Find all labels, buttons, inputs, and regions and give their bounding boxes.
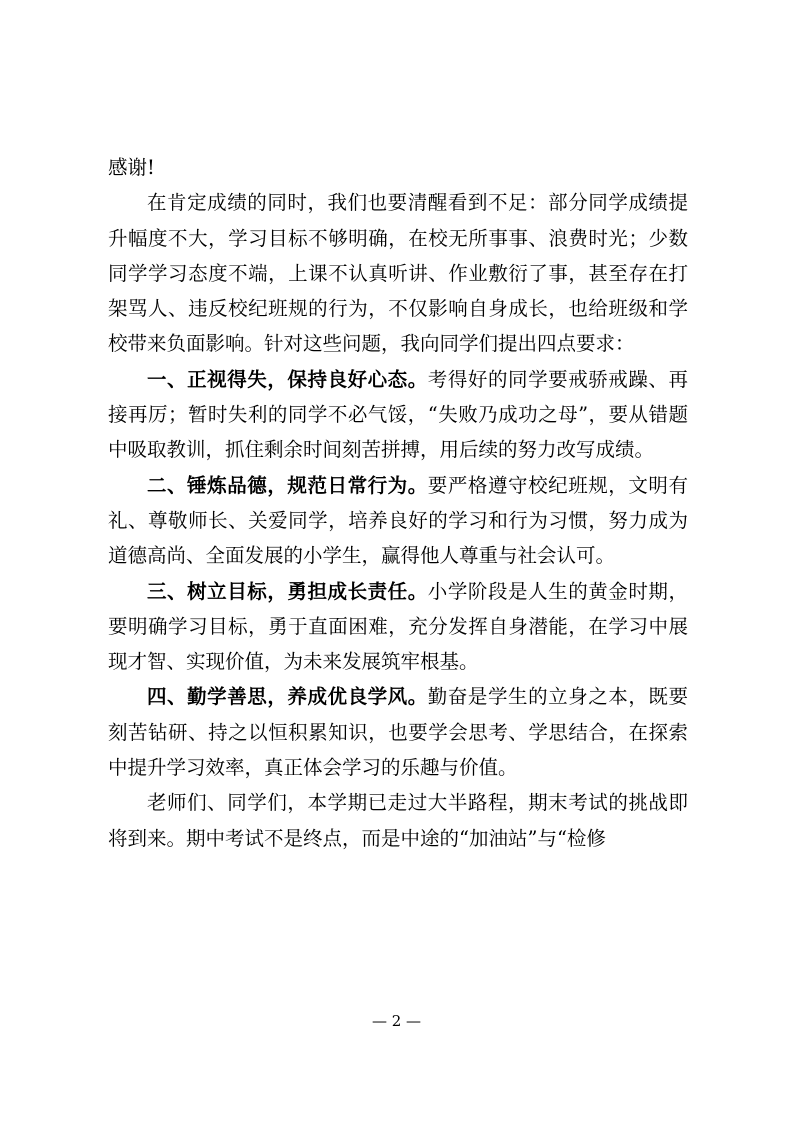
requirement-text-4: 勤奋是学生的立身之本，既要刻苦钻研、持之以恒积累知识，也要学会思考、学思结合，在探索中提升学习效率，真正体会学习的乐趣与价值。 (108, 685, 688, 780)
page-number: — 2 — (371, 1012, 422, 1030)
requirement-heading-3: 三、树立目标，勇担成长责任。 (147, 579, 428, 603)
paragraph-requirement-4 (108, 679, 688, 785)
requirement-text-1: 考得好的同学要戒骄戒躁、再接再厉；暂时失利的同学不必气馁，“失败乃成功之母”，要从错题中吸取教训，抓住剩余时间刻苦拼搏，用后续的努力改写成绩。 (108, 367, 688, 462)
paragraph-continuation: 感谢! (108, 156, 155, 179)
requirement-heading-2: 二、锤炼品德，规范日常行为。 (147, 473, 428, 497)
requirement-heading-4: 四、勤学善思，养成优良学风。 (147, 685, 428, 709)
paragraph-requirement-1 (108, 362, 688, 468)
requirement-text-2: 要严格遵守校纪班规，文明有礼、尊敬师长、关爱同学，培养良好的学习和行为习惯，努力成为道德高尚、全面发展的小学生，赢得他人尊重与社会认可。 (108, 473, 688, 568)
paragraph-requirement-3 (108, 574, 688, 680)
paragraph-shortcomings: 在肯定成绩的同时，我们也要清醒看到不足：部分同学成绩提升幅度不大，学习目标不够明确，在校无所事事、浪费时光；少数同学学习态度不端，上课不认真听讲、作业敷衍了事，甚至存在打架骂人、违反校纪班规的行为，不仅影响自身成长，也给班级和学校带来负面影响。针对这些问题，我向同学们提出四点要求： (108, 191, 688, 356)
requirement-heading-1: 一、正视得失，保持良好心态。 (147, 367, 428, 391)
paragraph-requirement-2 (108, 468, 688, 574)
requirement-text-3: 小学阶段是人生的黄金时期，要明确学习目标，勇于直面困难，充分发挥自身潜能，在学习中展现才智、实现价值，为未来发展筑牢根基。 (108, 579, 688, 674)
paragraph-closing: 老师们、同学们，本学期已走过大半路程，期末考试的挑战即将到来。期中考试不是终点，而是中途的“加油站”与“检修 (108, 791, 688, 850)
document-body (108, 150, 688, 856)
